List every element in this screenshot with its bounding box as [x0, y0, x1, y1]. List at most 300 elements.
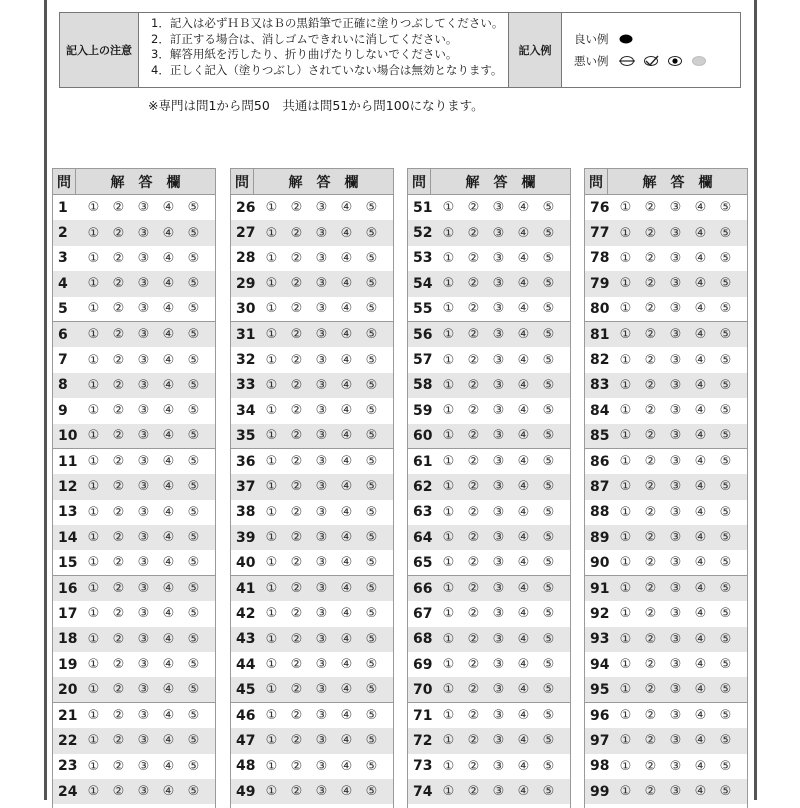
- choice-bubble-1[interactable]: ①: [442, 555, 455, 571]
- choice-bubble-5[interactable]: ⑤: [542, 225, 555, 241]
- choice-bubble-4[interactable]: ④: [694, 708, 707, 723]
- choice-bubble-1[interactable]: ①: [87, 606, 100, 622]
- choice-bubble-4[interactable]: ④: [340, 327, 353, 343]
- choice-bubble-5[interactable]: ⑤: [542, 250, 555, 266]
- choice-bubble-2[interactable]: ②: [467, 530, 480, 546]
- choice-bubble-1[interactable]: ①: [442, 250, 455, 266]
- choice-bubble-4[interactable]: ④: [694, 250, 707, 266]
- choice-bubble-5[interactable]: ⑤: [365, 428, 378, 444]
- choice-bubble-4[interactable]: ④: [162, 301, 175, 317]
- choice-bubble-4[interactable]: ④: [340, 758, 353, 774]
- choice-bubble-5[interactable]: ⑤: [365, 250, 378, 266]
- choice-bubble-5[interactable]: ⑤: [719, 276, 732, 292]
- choice-bubble-5[interactable]: ⑤: [187, 352, 200, 368]
- choice-bubble-3[interactable]: ③: [492, 733, 505, 749]
- choice-bubble-2[interactable]: ②: [467, 200, 480, 216]
- choice-bubble-2[interactable]: ②: [112, 504, 125, 520]
- choice-bubble-2[interactable]: ②: [644, 555, 657, 571]
- choice-bubble-4[interactable]: ④: [340, 606, 353, 622]
- choice-bubble-4[interactable]: ④: [694, 758, 707, 774]
- choice-bubble-3[interactable]: ③: [669, 657, 682, 673]
- choice-bubble-1[interactable]: ①: [619, 428, 632, 444]
- choice-bubble-2[interactable]: ②: [290, 352, 303, 368]
- choice-bubble-3[interactable]: ③: [669, 479, 682, 495]
- choice-bubble-1[interactable]: ①: [442, 301, 455, 317]
- choice-bubble-4[interactable]: ④: [694, 530, 707, 546]
- choice-bubble-2[interactable]: ②: [112, 301, 125, 317]
- choice-bubble-5[interactable]: ⑤: [542, 377, 555, 393]
- choice-bubble-3[interactable]: ③: [137, 606, 150, 622]
- choice-bubble-1[interactable]: ①: [619, 758, 632, 774]
- choice-bubble-3[interactable]: ③: [492, 758, 505, 774]
- choice-bubble-1[interactable]: ①: [442, 657, 455, 673]
- choice-bubble-4[interactable]: ④: [517, 352, 530, 368]
- choice-bubble-3[interactable]: ③: [492, 631, 505, 647]
- choice-bubble-5[interactable]: ⑤: [719, 530, 732, 546]
- choice-bubble-2[interactable]: ②: [290, 479, 303, 495]
- choice-bubble-1[interactable]: ①: [265, 428, 278, 444]
- choice-bubble-2[interactable]: ②: [112, 377, 125, 393]
- choice-bubble-3[interactable]: ③: [492, 301, 505, 317]
- choice-bubble-2[interactable]: ②: [644, 479, 657, 495]
- choice-bubble-4[interactable]: ④: [162, 200, 175, 216]
- choice-bubble-1[interactable]: ①: [265, 403, 278, 419]
- choice-bubble-5[interactable]: ⑤: [719, 682, 732, 698]
- choice-bubble-1[interactable]: ①: [442, 276, 455, 292]
- choice-bubble-1[interactable]: ①: [87, 479, 100, 495]
- choice-bubble-5[interactable]: ⑤: [719, 200, 732, 216]
- choice-bubble-5[interactable]: ⑤: [542, 631, 555, 647]
- choice-bubble-5[interactable]: ⑤: [187, 758, 200, 774]
- choice-bubble-5[interactable]: ⑤: [719, 327, 732, 343]
- choice-bubble-5[interactable]: ⑤: [719, 428, 732, 444]
- choice-bubble-1[interactable]: ①: [265, 327, 278, 343]
- choice-bubble-5[interactable]: ⑤: [542, 276, 555, 292]
- choice-bubble-3[interactable]: ③: [669, 250, 682, 266]
- choice-bubble-3[interactable]: ③: [669, 504, 682, 520]
- choice-bubble-2[interactable]: ②: [644, 352, 657, 368]
- choice-bubble-3[interactable]: ③: [492, 530, 505, 546]
- choice-bubble-3[interactable]: ③: [669, 631, 682, 647]
- choice-bubble-2[interactable]: ②: [112, 733, 125, 749]
- choice-bubble-5[interactable]: ⑤: [719, 606, 732, 622]
- choice-bubble-3[interactable]: ③: [492, 276, 505, 292]
- choice-bubble-4[interactable]: ④: [517, 530, 530, 546]
- choice-bubble-1[interactable]: ①: [265, 454, 278, 470]
- choice-bubble-5[interactable]: ⑤: [365, 733, 378, 749]
- choice-bubble-2[interactable]: ②: [112, 555, 125, 571]
- choice-bubble-4[interactable]: ④: [162, 657, 175, 673]
- choice-bubble-2[interactable]: ②: [290, 225, 303, 241]
- choice-bubble-2[interactable]: ②: [290, 631, 303, 647]
- choice-bubble-4[interactable]: ④: [694, 784, 707, 800]
- choice-bubble-3[interactable]: ③: [137, 682, 150, 698]
- choice-bubble-5[interactable]: ⑤: [719, 784, 732, 800]
- choice-bubble-2[interactable]: ②: [290, 454, 303, 470]
- choice-bubble-1[interactable]: ①: [619, 301, 632, 317]
- choice-bubble-1[interactable]: ①: [619, 606, 632, 622]
- choice-bubble-1[interactable]: ①: [265, 682, 278, 698]
- choice-bubble-4[interactable]: ④: [162, 708, 175, 723]
- choice-bubble-1[interactable]: ①: [265, 555, 278, 571]
- choice-bubble-4[interactable]: ④: [517, 631, 530, 647]
- choice-bubble-4[interactable]: ④: [517, 657, 530, 673]
- choice-bubble-3[interactable]: ③: [492, 454, 505, 470]
- choice-bubble-3[interactable]: ③: [492, 555, 505, 571]
- choice-bubble-5[interactable]: ⑤: [365, 606, 378, 622]
- choice-bubble-2[interactable]: ②: [467, 479, 480, 495]
- choice-bubble-4[interactable]: ④: [340, 708, 353, 723]
- choice-bubble-4[interactable]: ④: [517, 301, 530, 317]
- choice-bubble-5[interactable]: ⑤: [365, 403, 378, 419]
- choice-bubble-5[interactable]: ⑤: [542, 327, 555, 343]
- choice-bubble-4[interactable]: ④: [340, 276, 353, 292]
- choice-bubble-1[interactable]: ①: [265, 784, 278, 800]
- choice-bubble-3[interactable]: ③: [492, 225, 505, 241]
- choice-bubble-2[interactable]: ②: [467, 250, 480, 266]
- choice-bubble-5[interactable]: ⑤: [187, 682, 200, 698]
- choice-bubble-5[interactable]: ⑤: [365, 708, 378, 723]
- choice-bubble-5[interactable]: ⑤: [365, 504, 378, 520]
- choice-bubble-2[interactable]: ②: [467, 301, 480, 317]
- choice-bubble-2[interactable]: ②: [290, 327, 303, 343]
- choice-bubble-3[interactable]: ③: [492, 784, 505, 800]
- choice-bubble-2[interactable]: ②: [112, 606, 125, 622]
- choice-bubble-4[interactable]: ④: [517, 555, 530, 571]
- choice-bubble-5[interactable]: ⑤: [719, 301, 732, 317]
- choice-bubble-2[interactable]: ②: [467, 327, 480, 343]
- choice-bubble-5[interactable]: ⑤: [187, 581, 200, 597]
- choice-bubble-4[interactable]: ④: [162, 784, 175, 800]
- choice-bubble-3[interactable]: ③: [492, 352, 505, 368]
- choice-bubble-3[interactable]: ③: [315, 555, 328, 571]
- choice-bubble-3[interactable]: ③: [669, 758, 682, 774]
- choice-bubble-4[interactable]: ④: [340, 555, 353, 571]
- choice-bubble-3[interactable]: ③: [492, 708, 505, 723]
- choice-bubble-1[interactable]: ①: [619, 555, 632, 571]
- choice-bubble-4[interactable]: ④: [162, 428, 175, 444]
- choice-bubble-5[interactable]: ⑤: [187, 606, 200, 622]
- choice-bubble-2[interactable]: ②: [467, 784, 480, 800]
- choice-bubble-5[interactable]: ⑤: [365, 352, 378, 368]
- choice-bubble-5[interactable]: ⑤: [365, 581, 378, 597]
- choice-bubble-1[interactable]: ①: [87, 784, 100, 800]
- choice-bubble-3[interactable]: ③: [492, 403, 505, 419]
- choice-bubble-4[interactable]: ④: [162, 581, 175, 597]
- choice-bubble-2[interactable]: ②: [467, 225, 480, 241]
- choice-bubble-4[interactable]: ④: [694, 581, 707, 597]
- choice-bubble-2[interactable]: ②: [467, 682, 480, 698]
- choice-bubble-3[interactable]: ③: [137, 631, 150, 647]
- choice-bubble-3[interactable]: ③: [315, 225, 328, 241]
- choice-bubble-4[interactable]: ④: [162, 631, 175, 647]
- choice-bubble-4[interactable]: ④: [694, 479, 707, 495]
- choice-bubble-1[interactable]: ①: [87, 530, 100, 546]
- choice-bubble-3[interactable]: ③: [137, 352, 150, 368]
- choice-bubble-5[interactable]: ⑤: [719, 225, 732, 241]
- choice-bubble-5[interactable]: ⑤: [365, 682, 378, 698]
- choice-bubble-1[interactable]: ①: [87, 352, 100, 368]
- choice-bubble-4[interactable]: ④: [517, 377, 530, 393]
- choice-bubble-4[interactable]: ④: [517, 200, 530, 216]
- choice-bubble-5[interactable]: ⑤: [365, 784, 378, 800]
- choice-bubble-5[interactable]: ⑤: [542, 708, 555, 723]
- choice-bubble-3[interactable]: ③: [315, 784, 328, 800]
- choice-bubble-1[interactable]: ①: [442, 606, 455, 622]
- choice-bubble-1[interactable]: ①: [265, 479, 278, 495]
- choice-bubble-1[interactable]: ①: [265, 631, 278, 647]
- choice-bubble-5[interactable]: ⑤: [719, 733, 732, 749]
- choice-bubble-4[interactable]: ④: [340, 479, 353, 495]
- choice-bubble-2[interactable]: ②: [112, 631, 125, 647]
- choice-bubble-4[interactable]: ④: [340, 682, 353, 698]
- choice-bubble-3[interactable]: ③: [669, 225, 682, 241]
- choice-bubble-5[interactable]: ⑤: [187, 555, 200, 571]
- choice-bubble-3[interactable]: ③: [137, 479, 150, 495]
- choice-bubble-2[interactable]: ②: [290, 657, 303, 673]
- choice-bubble-1[interactable]: ①: [87, 403, 100, 419]
- choice-bubble-1[interactable]: ①: [87, 504, 100, 520]
- choice-bubble-2[interactable]: ②: [290, 301, 303, 317]
- choice-bubble-2[interactable]: ②: [467, 454, 480, 470]
- choice-bubble-2[interactable]: ②: [112, 682, 125, 698]
- choice-bubble-4[interactable]: ④: [694, 657, 707, 673]
- choice-bubble-2[interactable]: ②: [644, 454, 657, 470]
- choice-bubble-3[interactable]: ③: [137, 581, 150, 597]
- choice-bubble-1[interactable]: ①: [265, 200, 278, 216]
- choice-bubble-1[interactable]: ①: [87, 428, 100, 444]
- choice-bubble-1[interactable]: ①: [442, 428, 455, 444]
- choice-bubble-2[interactable]: ②: [112, 479, 125, 495]
- choice-bubble-1[interactable]: ①: [619, 479, 632, 495]
- choice-bubble-2[interactable]: ②: [644, 708, 657, 723]
- choice-bubble-3[interactable]: ③: [315, 758, 328, 774]
- choice-bubble-2[interactable]: ②: [644, 581, 657, 597]
- choice-bubble-3[interactable]: ③: [137, 758, 150, 774]
- choice-bubble-4[interactable]: ④: [517, 454, 530, 470]
- choice-bubble-4[interactable]: ④: [517, 479, 530, 495]
- choice-bubble-4[interactable]: ④: [162, 530, 175, 546]
- choice-bubble-1[interactable]: ①: [442, 200, 455, 216]
- choice-bubble-4[interactable]: ④: [694, 428, 707, 444]
- choice-bubble-1[interactable]: ①: [442, 225, 455, 241]
- choice-bubble-4[interactable]: ④: [517, 250, 530, 266]
- choice-bubble-4[interactable]: ④: [517, 606, 530, 622]
- choice-bubble-2[interactable]: ②: [644, 530, 657, 546]
- choice-bubble-2[interactable]: ②: [290, 708, 303, 723]
- choice-bubble-1[interactable]: ①: [619, 530, 632, 546]
- choice-bubble-4[interactable]: ④: [694, 631, 707, 647]
- choice-bubble-3[interactable]: ③: [669, 352, 682, 368]
- choice-bubble-1[interactable]: ①: [265, 250, 278, 266]
- choice-bubble-4[interactable]: ④: [340, 581, 353, 597]
- choice-bubble-3[interactable]: ③: [492, 250, 505, 266]
- choice-bubble-2[interactable]: ②: [467, 606, 480, 622]
- choice-bubble-5[interactable]: ⑤: [187, 733, 200, 749]
- choice-bubble-4[interactable]: ④: [340, 454, 353, 470]
- choice-bubble-4[interactable]: ④: [162, 250, 175, 266]
- choice-bubble-3[interactable]: ③: [669, 784, 682, 800]
- choice-bubble-4[interactable]: ④: [340, 631, 353, 647]
- choice-bubble-5[interactable]: ⑤: [365, 530, 378, 546]
- choice-bubble-1[interactable]: ①: [265, 225, 278, 241]
- choice-bubble-5[interactable]: ⑤: [187, 504, 200, 520]
- choice-bubble-2[interactable]: ②: [644, 327, 657, 343]
- choice-bubble-3[interactable]: ③: [137, 555, 150, 571]
- choice-bubble-1[interactable]: ①: [87, 327, 100, 343]
- choice-bubble-5[interactable]: ⑤: [719, 352, 732, 368]
- choice-bubble-1[interactable]: ①: [87, 276, 100, 292]
- choice-bubble-2[interactable]: ②: [644, 631, 657, 647]
- choice-bubble-1[interactable]: ①: [619, 327, 632, 343]
- choice-bubble-1[interactable]: ①: [87, 657, 100, 673]
- choice-bubble-3[interactable]: ③: [669, 276, 682, 292]
- choice-bubble-1[interactable]: ①: [442, 377, 455, 393]
- choice-bubble-5[interactable]: ⑤: [365, 276, 378, 292]
- choice-bubble-3[interactable]: ③: [137, 225, 150, 241]
- choice-bubble-4[interactable]: ④: [340, 301, 353, 317]
- choice-bubble-2[interactable]: ②: [290, 403, 303, 419]
- choice-bubble-4[interactable]: ④: [517, 758, 530, 774]
- choice-bubble-1[interactable]: ①: [265, 276, 278, 292]
- choice-bubble-1[interactable]: ①: [265, 657, 278, 673]
- choice-bubble-1[interactable]: ①: [265, 733, 278, 749]
- choice-bubble-3[interactable]: ③: [137, 301, 150, 317]
- choice-bubble-1[interactable]: ①: [619, 581, 632, 597]
- choice-bubble-2[interactable]: ②: [112, 530, 125, 546]
- choice-bubble-5[interactable]: ⑤: [365, 454, 378, 470]
- choice-bubble-3[interactable]: ③: [492, 200, 505, 216]
- choice-bubble-2[interactable]: ②: [644, 733, 657, 749]
- choice-bubble-5[interactable]: ⑤: [187, 403, 200, 419]
- choice-bubble-5[interactable]: ⑤: [542, 784, 555, 800]
- choice-bubble-1[interactable]: ①: [619, 225, 632, 241]
- choice-bubble-5[interactable]: ⑤: [187, 276, 200, 292]
- choice-bubble-5[interactable]: ⑤: [719, 555, 732, 571]
- choice-bubble-4[interactable]: ④: [694, 276, 707, 292]
- choice-bubble-4[interactable]: ④: [340, 403, 353, 419]
- choice-bubble-5[interactable]: ⑤: [365, 200, 378, 216]
- choice-bubble-5[interactable]: ⑤: [365, 758, 378, 774]
- choice-bubble-5[interactable]: ⑤: [542, 428, 555, 444]
- choice-bubble-5[interactable]: ⑤: [719, 454, 732, 470]
- choice-bubble-3[interactable]: ③: [669, 403, 682, 419]
- choice-bubble-1[interactable]: ①: [265, 758, 278, 774]
- choice-bubble-4[interactable]: ④: [340, 225, 353, 241]
- choice-bubble-5[interactable]: ⑤: [719, 708, 732, 723]
- choice-bubble-5[interactable]: ⑤: [542, 352, 555, 368]
- choice-bubble-3[interactable]: ③: [315, 682, 328, 698]
- choice-bubble-5[interactable]: ⑤: [187, 301, 200, 317]
- choice-bubble-2[interactable]: ②: [467, 657, 480, 673]
- choice-bubble-4[interactable]: ④: [694, 327, 707, 343]
- choice-bubble-2[interactable]: ②: [112, 403, 125, 419]
- choice-bubble-4[interactable]: ④: [340, 200, 353, 216]
- choice-bubble-4[interactable]: ④: [694, 733, 707, 749]
- choice-bubble-1[interactable]: ①: [619, 657, 632, 673]
- choice-bubble-1[interactable]: ①: [87, 200, 100, 216]
- choice-bubble-3[interactable]: ③: [137, 403, 150, 419]
- choice-bubble-3[interactable]: ③: [315, 200, 328, 216]
- choice-bubble-3[interactable]: ③: [315, 504, 328, 520]
- choice-bubble-5[interactable]: ⑤: [187, 327, 200, 343]
- choice-bubble-3[interactable]: ③: [669, 530, 682, 546]
- choice-bubble-1[interactable]: ①: [619, 733, 632, 749]
- choice-bubble-2[interactable]: ②: [467, 352, 480, 368]
- choice-bubble-2[interactable]: ②: [467, 733, 480, 749]
- choice-bubble-4[interactable]: ④: [162, 225, 175, 241]
- choice-bubble-4[interactable]: ④: [517, 225, 530, 241]
- choice-bubble-1[interactable]: ①: [87, 377, 100, 393]
- choice-bubble-5[interactable]: ⑤: [365, 301, 378, 317]
- choice-bubble-2[interactable]: ②: [112, 708, 125, 723]
- choice-bubble-3[interactable]: ③: [315, 377, 328, 393]
- choice-bubble-5[interactable]: ⑤: [187, 631, 200, 647]
- choice-bubble-1[interactable]: ①: [265, 530, 278, 546]
- choice-bubble-5[interactable]: ⑤: [365, 555, 378, 571]
- choice-bubble-3[interactable]: ③: [315, 327, 328, 343]
- choice-bubble-5[interactable]: ⑤: [719, 250, 732, 266]
- choice-bubble-3[interactable]: ③: [669, 733, 682, 749]
- choice-bubble-1[interactable]: ①: [619, 200, 632, 216]
- choice-bubble-3[interactable]: ③: [137, 200, 150, 216]
- choice-bubble-1[interactable]: ①: [619, 784, 632, 800]
- choice-bubble-5[interactable]: ⑤: [187, 454, 200, 470]
- choice-bubble-4[interactable]: ④: [340, 377, 353, 393]
- choice-bubble-1[interactable]: ①: [619, 250, 632, 266]
- choice-bubble-5[interactable]: ⑤: [187, 225, 200, 241]
- choice-bubble-4[interactable]: ④: [162, 276, 175, 292]
- choice-bubble-2[interactable]: ②: [467, 504, 480, 520]
- choice-bubble-4[interactable]: ④: [340, 530, 353, 546]
- choice-bubble-3[interactable]: ③: [315, 276, 328, 292]
- choice-bubble-3[interactable]: ③: [315, 403, 328, 419]
- choice-bubble-4[interactable]: ④: [517, 428, 530, 444]
- choice-bubble-3[interactable]: ③: [315, 530, 328, 546]
- choice-bubble-5[interactable]: ⑤: [542, 301, 555, 317]
- choice-bubble-2[interactable]: ②: [112, 327, 125, 343]
- choice-bubble-5[interactable]: ⑤: [719, 581, 732, 597]
- choice-bubble-1[interactable]: ①: [87, 454, 100, 470]
- choice-bubble-4[interactable]: ④: [517, 327, 530, 343]
- choice-bubble-1[interactable]: ①: [442, 504, 455, 520]
- choice-bubble-5[interactable]: ⑤: [187, 200, 200, 216]
- choice-bubble-2[interactable]: ②: [290, 555, 303, 571]
- choice-bubble-3[interactable]: ③: [492, 581, 505, 597]
- choice-bubble-2[interactable]: ②: [644, 225, 657, 241]
- choice-bubble-2[interactable]: ②: [644, 403, 657, 419]
- choice-bubble-3[interactable]: ③: [315, 733, 328, 749]
- choice-bubble-3[interactable]: ③: [315, 708, 328, 723]
- choice-bubble-3[interactable]: ③: [315, 606, 328, 622]
- choice-bubble-3[interactable]: ③: [669, 454, 682, 470]
- choice-bubble-4[interactable]: ④: [340, 504, 353, 520]
- choice-bubble-1[interactable]: ①: [619, 504, 632, 520]
- choice-bubble-3[interactable]: ③: [315, 454, 328, 470]
- choice-bubble-2[interactable]: ②: [112, 225, 125, 241]
- choice-bubble-5[interactable]: ⑤: [719, 758, 732, 774]
- choice-bubble-2[interactable]: ②: [467, 555, 480, 571]
- choice-bubble-2[interactable]: ②: [290, 428, 303, 444]
- choice-bubble-2[interactable]: ②: [112, 454, 125, 470]
- choice-bubble-4[interactable]: ④: [694, 454, 707, 470]
- choice-bubble-2[interactable]: ②: [112, 200, 125, 216]
- choice-bubble-5[interactable]: ⑤: [365, 631, 378, 647]
- choice-bubble-5[interactable]: ⑤: [365, 377, 378, 393]
- choice-bubble-1[interactable]: ①: [87, 733, 100, 749]
- choice-bubble-1[interactable]: ①: [442, 784, 455, 800]
- choice-bubble-3[interactable]: ③: [137, 784, 150, 800]
